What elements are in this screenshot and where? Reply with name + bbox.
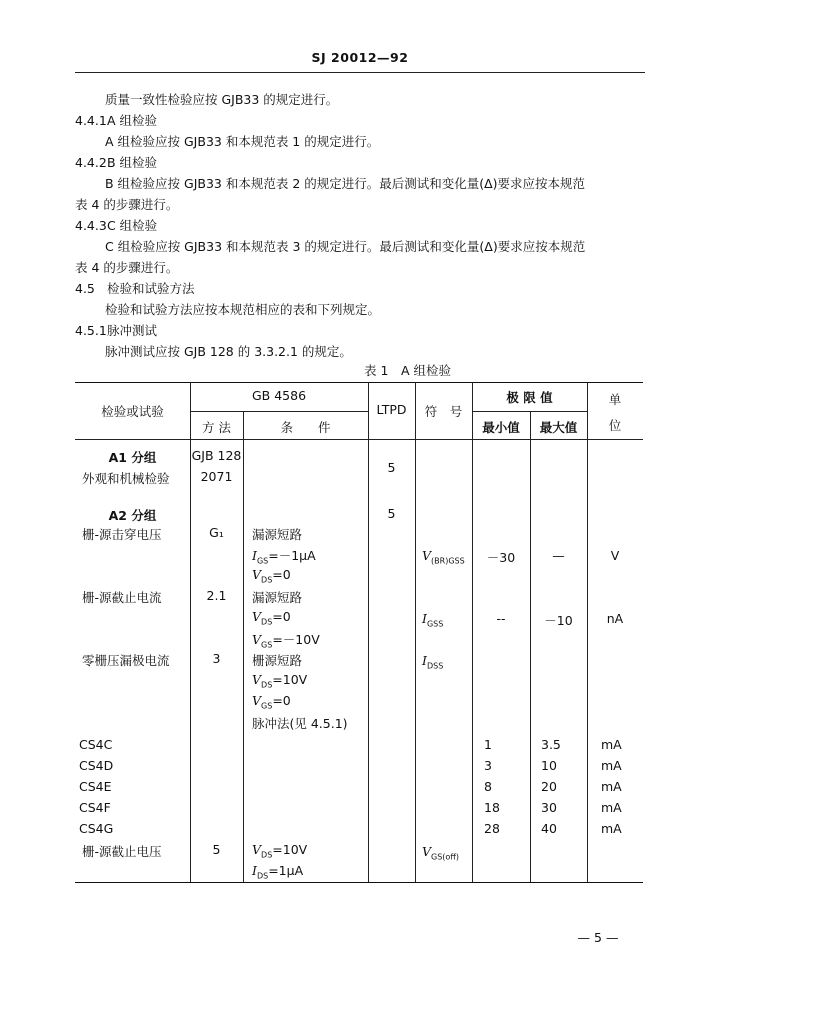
row-gate-source-breakdown-condition: 漏源短路: [252, 527, 303, 542]
row-gate-cutoff-voltage-condition: $I_{DS}=1\mu A$: [252, 863, 304, 881]
para-b-group: B 组检验应按 GJB33 和本规范表 2 的规定进行。最后测试和变化量(Δ)要求应按本规范: [105, 176, 586, 191]
row-gate-cutoff-current-max: －10: [544, 613, 573, 628]
row-gate-source-breakdown-name: 栅-源击穿电压: [82, 527, 162, 542]
clause-4-4-1-heading: [75, 111, 157, 129]
model-row-max: 10: [541, 758, 557, 773]
row-gate-cutoff-voltage-condition: $V_{DS}=10V$: [252, 842, 308, 860]
a2-group-label: A2 分组: [108, 508, 157, 523]
col-divider: [587, 382, 588, 882]
row-gate-source-breakdown-unit: V: [610, 548, 620, 563]
model-row-name: CS4E: [79, 779, 112, 794]
clause-number: 4.4.3: [75, 218, 107, 233]
row-zero-gate-drain-current-method: 3: [212, 651, 221, 666]
clause-4-5-heading: [75, 279, 195, 297]
model-row-name: CS4G: [79, 821, 114, 836]
para-pulse-test: 脉冲测试应按 GJB 128 的 3.3.2.1 的规定。: [105, 344, 352, 359]
model-row-name: CS4C: [79, 737, 113, 752]
para-c-group: C 组检验应按 GJB33 和本规范表 3 的规定进行。最后测试和变化量(Δ)要求应按本规范: [105, 239, 586, 254]
clause-4-5-1-heading: [75, 321, 157, 339]
header-unit-top: 单: [608, 392, 622, 407]
header-condition: 条 件: [280, 420, 331, 435]
model-row-min: 8: [484, 779, 492, 794]
model-row-max: 20: [541, 779, 557, 794]
row-gate-cutoff-current-min: --: [496, 611, 506, 626]
clause-title: A 组检验: [106, 113, 158, 128]
document-header: SJ 20012—92: [311, 50, 409, 65]
row-gate-source-breakdown-min: －30: [486, 550, 516, 565]
model-row-max: 40: [541, 821, 557, 836]
clause-number: 4.4.1: [75, 113, 107, 128]
header-limits: 极 限 值: [506, 390, 553, 405]
a1-method-number: 2071: [200, 469, 233, 484]
row-gate-cutoff-current-condition: $V_{GS}=-10V$: [252, 632, 320, 650]
row-gate-cutoff-current-condition: $V_{DS}=0$: [252, 609, 291, 627]
para-qc-general: 质量一致性检验应按 GJB33 的规定进行。: [105, 92, 339, 107]
header-inspection: 检验或试验: [101, 404, 164, 419]
col-divider: [530, 411, 531, 882]
clause-4-4-3-heading: [75, 216, 157, 234]
gb-subheader-rule: [190, 411, 368, 412]
model-row-name: CS4D: [79, 758, 114, 773]
clause-title: C 组检验: [106, 218, 158, 233]
row-gate-cutoff-current-symbol: $I_{GSS}$: [422, 611, 444, 629]
header-min: 最小值: [482, 420, 520, 435]
model-row-min: 18: [484, 800, 500, 815]
a1-test-name: 外观和机械检验: [82, 471, 170, 486]
row-gate-cutoff-voltage-method: 5: [212, 842, 221, 857]
a1-method-standard: GJB 128: [191, 448, 242, 463]
table-bottom-rule: [75, 882, 643, 883]
model-row-unit: mA: [601, 758, 622, 773]
row-gate-cutoff-current-unit: nA: [606, 611, 624, 626]
header-max: 最大值: [539, 420, 578, 435]
para-b-group-cont: 表 4 的步骤进行。: [75, 197, 179, 212]
clause-number: 4.4.2: [75, 155, 107, 170]
table-top-rule: [75, 382, 643, 383]
clause-title: 检验和试验方法: [106, 281, 195, 296]
model-row-min: 1: [484, 737, 492, 752]
header-unit-bottom: 位: [608, 418, 622, 433]
clause-number: 4.5: [75, 281, 95, 296]
row-gate-cutoff-current-name: 栅-源截止电流: [82, 590, 162, 605]
row-gate-source-breakdown-condition: $V_{DS}=0$: [252, 567, 291, 585]
row-zero-gate-drain-current-symbol: $I_{DSS}$: [422, 653, 444, 671]
header-gb4586: GB 4586: [251, 388, 307, 403]
row-zero-gate-drain-current-condition: $V_{GS}=0$: [252, 693, 291, 711]
row-gate-source-breakdown-max: —: [552, 548, 565, 563]
row-zero-gate-drain-current-condition: 栅源短路: [252, 653, 303, 668]
para-test-methods: 检验和试验方法应按本规范相应的表和下列规定。: [105, 302, 381, 317]
model-row-name: CS4F: [79, 800, 111, 815]
model-row-max: 3.5: [541, 737, 561, 752]
a1-group-label: A1 分组: [108, 450, 157, 465]
header-method: 方 法: [202, 420, 231, 435]
para-c-group-cont: 表 4 的步骤进行。: [75, 260, 179, 275]
col-divider: [243, 411, 244, 882]
row-gate-cutoff-current-method: 2.1: [206, 588, 227, 603]
model-row-min: 3: [484, 758, 492, 773]
clause-title: 脉冲测试: [106, 323, 157, 338]
row-zero-gate-drain-current-condition: $V_{DS}=10V$: [252, 672, 308, 690]
a2-ltpd: 5: [387, 506, 396, 521]
row-gate-source-breakdown-method: G₁: [209, 525, 224, 540]
row-gate-source-breakdown-symbol: $V_{(BR)GSS}$: [422, 548, 465, 566]
clause-number: 4.5.1: [75, 323, 107, 338]
table-title: 表 1 A 组检验: [364, 363, 451, 378]
row-gate-cutoff-voltage-symbol: $V_{GS(off)}$: [422, 844, 459, 862]
model-row-min: 28: [484, 821, 500, 836]
model-row-unit: mA: [601, 821, 622, 836]
header-bottom-rule: [75, 439, 643, 440]
col-divider: [415, 382, 416, 882]
clause-4-4-2-heading: [75, 153, 157, 171]
col-divider: [472, 382, 473, 882]
header-ltpd: LTPD: [376, 402, 407, 417]
clause-title: B 组检验: [106, 155, 158, 170]
col-divider: [368, 382, 369, 882]
model-row-unit: mA: [601, 779, 622, 794]
model-row-unit: mA: [601, 800, 622, 815]
a1-ltpd: 5: [387, 460, 396, 475]
model-row-max: 30: [541, 800, 557, 815]
row-zero-gate-drain-current-name: 零栅压漏极电流: [82, 653, 170, 668]
header-symbol: 符 号: [424, 404, 463, 419]
row-gate-source-breakdown-condition: $I_{GS}=-1\mu A$: [252, 548, 316, 566]
para-a-group: A 组检验应按 GJB33 和本规范表 1 的规定进行。: [105, 134, 380, 149]
row-zero-gate-drain-current-condition: 脉冲法(见 4.5.1): [252, 716, 348, 731]
row-gate-cutoff-current-condition: 漏源短路: [252, 590, 303, 605]
model-row-unit: mA: [601, 737, 622, 752]
header-rule: [75, 72, 645, 73]
page-number: — 5 —: [577, 930, 619, 945]
row-gate-cutoff-voltage-name: 栅-源截止电压: [82, 844, 162, 859]
